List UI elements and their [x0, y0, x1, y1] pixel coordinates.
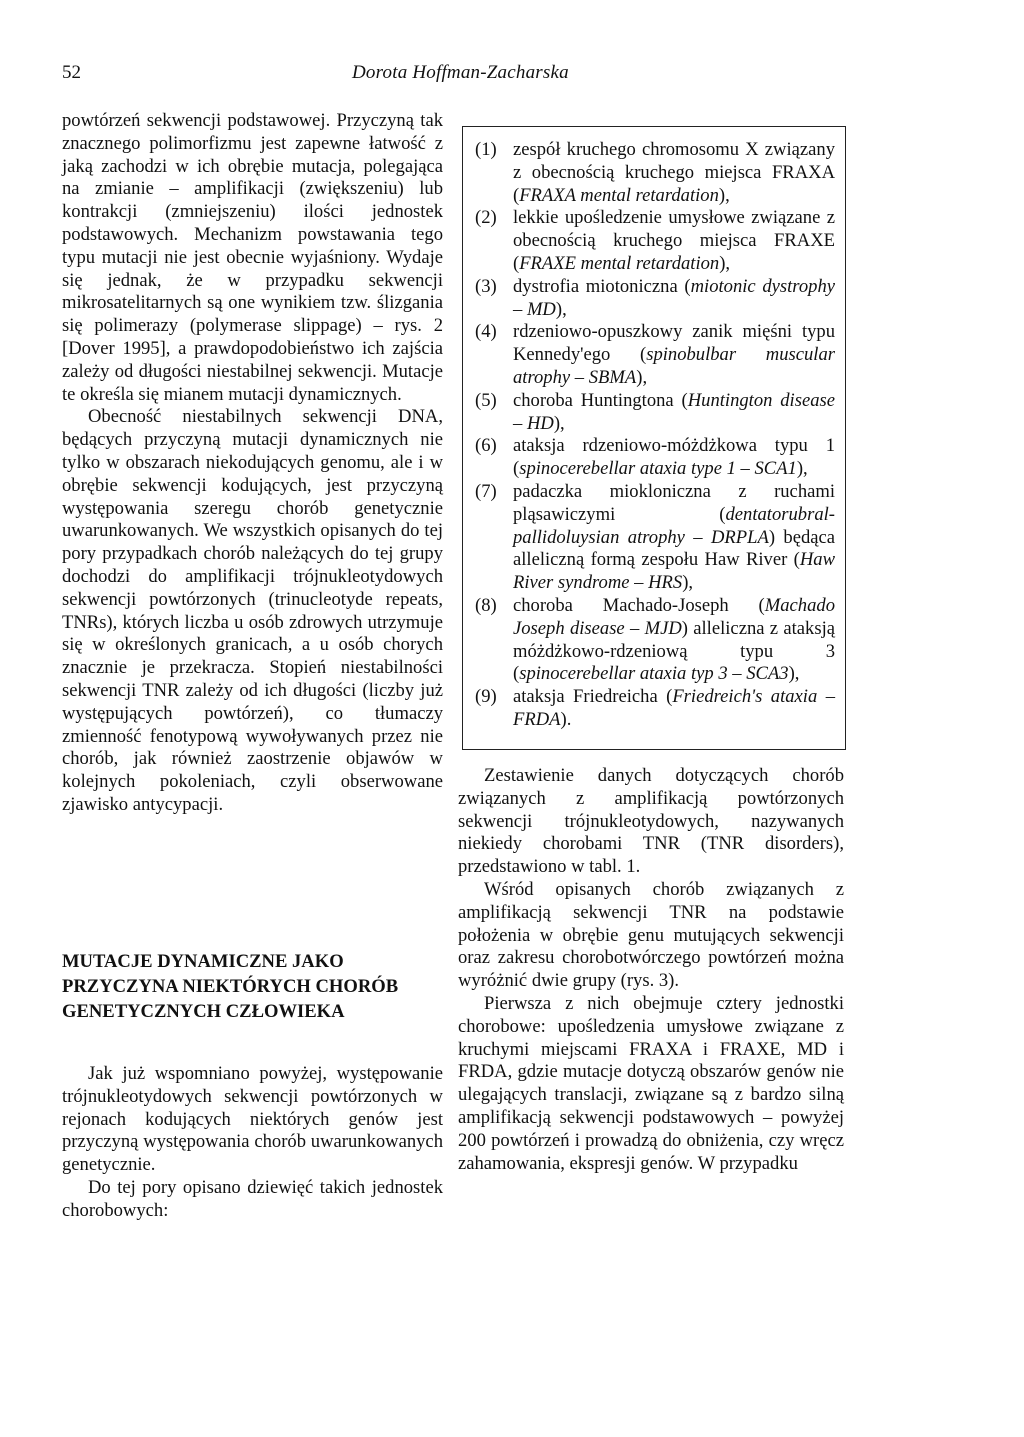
list-item-text-part: ),: [796, 458, 808, 480]
list-item-latin-term: FRAXE mental retardation: [519, 252, 720, 274]
list-item-latin-term: spinobulbar muscular atrophy – SBMA: [513, 344, 835, 388]
list-item: [475, 481, 835, 595]
list-item-text-part: ),: [636, 366, 648, 388]
list-item-number: (8): [475, 594, 497, 616]
list-item-latin-term: miotonic dystrophy – MD: [513, 275, 835, 320]
page-number: 52: [62, 62, 81, 83]
list-item-text-part: dystrofia miotoniczna (: [513, 275, 691, 297]
section-body: [62, 1063, 443, 1223]
list-item-text-part: choroba Machado-Joseph (: [513, 594, 765, 616]
list-item-text-part: lekkie upośledzenie umysłowe związane z obecnością kruchego miejsca FRAXE (: [513, 207, 835, 274]
list-item: [475, 686, 835, 732]
list-item-number: (9): [475, 686, 497, 708]
list-item-text-part: ) będąca alleliczną formą zespołu Haw River (: [513, 526, 835, 571]
list-item-latin-term: spinocerebellar ataxia type 1 – SCA1: [519, 458, 797, 480]
list-item-text: [513, 139, 835, 207]
list-item-text: [513, 435, 835, 481]
list-item: [475, 435, 835, 481]
list-item-text-part: choroba Huntingtona (: [513, 389, 688, 411]
list-item-number: (6): [475, 435, 497, 457]
list-item-text-part: ataksja rdzeniowo-móżdżkowa typu 1 (: [513, 435, 835, 480]
list-item-text: [513, 595, 835, 686]
running-head: Dorota Hoffman-Zacharska: [352, 62, 569, 83]
paragraph: Jak już wspomniano powyżej, występowanie trójnukleotydowych sekwencji powtórzonych w rejonach kodujących niektórych genów jest przyczyną występowania chorób uwarunkowanych genetycznie.: [62, 1063, 443, 1176]
list-item: [475, 321, 835, 389]
right-column: [458, 765, 844, 1175]
list-item-latin-term: Friedreich's ataxia – FRDA: [513, 686, 835, 730]
list-item-text-part: rdzeniowo-opuszkowy zanik mięśni typu Kennedy'ego (: [513, 321, 835, 366]
list-item-latin-term: spinocerebellar ataxia typ 3 – SCA3: [519, 663, 789, 685]
list-item-text: [513, 207, 835, 275]
paragraph: Pierwsza z nich obejmuje cztery jednostki chorobowe: upośledzenia umysłowe związane z kruchymi miejscami FRAXA i FRAXE, MD i FRDA, gdzie mutacje dotyczą obszarów genów nie ulegających translacji, związane są z bardzo silną amplifikacją sekwencji podstawowych – powyżej 200 powtórzeń i prowadzą do obniżenia, czy wręcz zahamowania, ekspresji genów. W przypadku: [458, 992, 844, 1174]
paragraph: powtórzeń sekwencji podstawowej. Przyczyną tak znacznego polimorfizmu jest zapewne łatwość z jaką zachodzi w ich obrębie mutacja, polegająca na zmianie – amplifikacji (zwiększeniu) lub kontrakcji (zmniejszeniu) ilości jednostek podstawowych. Mechanizm powstawania tego typu mutacji nie jest obecnie wyjaśniony. Wydaje się jednak, że w przypadku sekwencji mikrosatelitarnych są one wynikiem tzw. ślizgania się polimerazy (polymerase slippage) – rys. 2 [Dover 1995], a prawdopodobieństwo ich zajścia zależy od długości niestabilnej sekwencji. Mutacje te określa się mianem mutacji dynamicznych.: [62, 110, 443, 405]
list-item-text-part: padaczka miokloniczna z ruchami pląsawiczymi (: [513, 480, 835, 525]
list-item: [475, 207, 835, 275]
paragraph: Obecność niestabilnych sekwencji DNA, będących przyczyną mutacji dynamicznych nie tylko w obszarach niekodujących genomu, ale i w obrębie sekwencji kodujących, jest przyczyną występowania szeregu chorób genetycznie uwarunkowanych. We wszystkich opisanych do tej pory przypadkach chorób należących do tej grupy dochodzi do amplifikacji trójnukleotydowych sekwencji powtórzonych (trinucleotyde repeats, TNRs), których liczba u osób zdrowych utrzymuje się w określonych granicach, a u osób chorych znacznie je przekracza. Stopień niestabilności sekwencji TNR zależy od ich długości (liczby już występujących powtórzeń), co tłumaczy zmienność fenotypową wywoływanych przez nie chorób, jak również zaostrzenie objawów w kolejnych pokoleniach, czyli obserwowane zjawisko antycypacji.: [62, 406, 443, 815]
list-item-text-part: zespół kruchego chromosomu X związany z obecnością kruchego miejsca FRAXA (: [513, 139, 835, 206]
list-item-text: [513, 390, 835, 436]
list-item-text-part: ),: [788, 663, 800, 685]
list-item: [475, 139, 835, 207]
list-item-text: [513, 686, 835, 732]
list-item-text: [513, 276, 835, 322]
list-item-text-part: ),: [719, 252, 731, 274]
list-item: [475, 276, 835, 322]
paragraph: Zestawienie danych dotyczących chorób związanych z amplifikacją powtórzonych sekwencji trójnukleotydowych, nazywanych niekiedy chorobami TNR (TNR disorders), przedstawiono w tabl. 1.: [458, 765, 844, 878]
list-item-latin-term: dentatorubral-pallidoluysian atrophy – DRPLA: [513, 503, 835, 548]
list-item-text-part: ),: [682, 572, 694, 594]
disease-list-box: [462, 126, 846, 750]
list-item-number: (4): [475, 321, 497, 343]
list-item: [475, 390, 835, 436]
paragraph: Do tej pory opisano dziewięć takich jednostek chorobowych:: [62, 1176, 443, 1221]
list-item-number: (7): [475, 480, 497, 502]
left-column: [62, 110, 443, 817]
list-item-text-part: ataksja Friedreicha (: [513, 686, 673, 708]
list-item-text-part: ),: [553, 412, 565, 434]
list-item-number: (1): [475, 139, 497, 160]
list-item-text-part: ).: [560, 708, 572, 730]
list-item-latin-term: Haw River syndrome – HRS: [513, 549, 835, 594]
list-item-number: (2): [475, 207, 497, 229]
list-item-latin-term: FRAXA mental retardation: [519, 184, 719, 206]
list-item-text-part: ) alleliczna z ataksją móżdżkowo-rdzeniową typu 3 (: [513, 617, 835, 685]
list-item-text: [513, 481, 835, 595]
paragraph: Wśród opisanych chorób związanych z amplifikacją sekwencji TNR na podstawie położenia w obrębie genu mutujących sekwencji oraz zakresu chorobotwórczego powtórzeń można wyróżnić dwie grupy (rys. 3).: [458, 878, 844, 992]
list-item: [475, 595, 835, 686]
list-item-latin-term: Machado Joseph disease – MJD: [513, 594, 835, 639]
list-item-text-part: ),: [555, 298, 567, 320]
list-item-text: [513, 321, 835, 389]
list-item-number: (5): [475, 389, 497, 411]
disease-list: [475, 139, 835, 732]
list-item-text-part: ),: [718, 184, 730, 206]
list-item-number: (3): [475, 275, 497, 297]
list-item-latin-term: Huntington disease – HD: [513, 389, 835, 434]
section-heading: MUTACJE DYNAMICZNE JAKO PRZYCZYNA NIEKTÓRYCH CHORÓB GENETYCZNYCH CZŁOWIEKA: [62, 951, 399, 1022]
